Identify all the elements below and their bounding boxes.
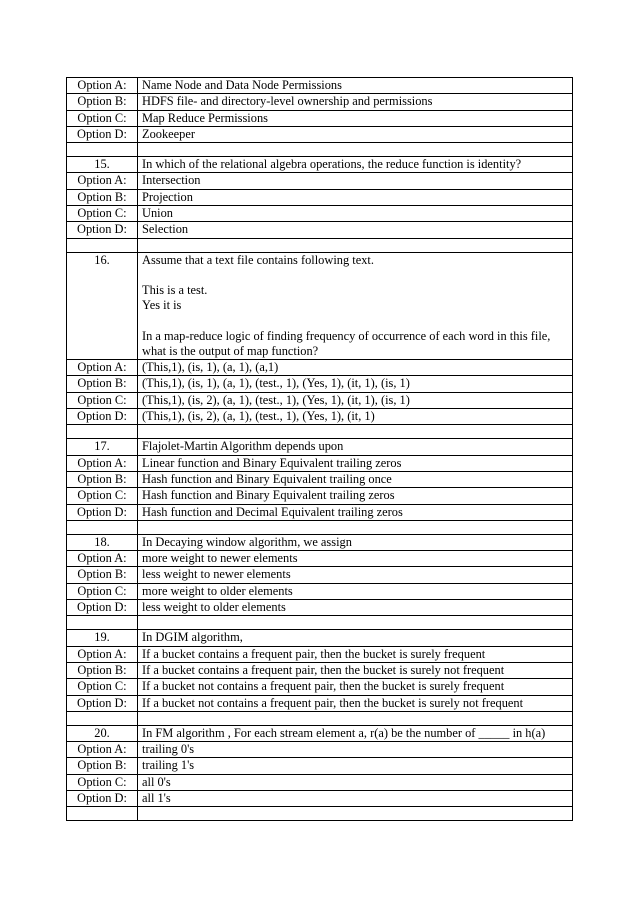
row-label: 18. bbox=[67, 534, 138, 550]
option-row bbox=[67, 790, 573, 806]
option-row bbox=[67, 488, 573, 504]
option-row bbox=[67, 126, 573, 142]
spacer-row bbox=[67, 238, 573, 252]
row-text: (This,1), (is, 1), (a, 1), (a,1) bbox=[138, 360, 573, 376]
option-row bbox=[67, 758, 573, 774]
row-label: 17. bbox=[67, 439, 138, 455]
option-row bbox=[67, 583, 573, 599]
option-row bbox=[67, 504, 573, 520]
question-line: Assume that a text file contains following text. bbox=[142, 252, 374, 267]
row-text bbox=[138, 425, 573, 439]
question-line bbox=[142, 268, 568, 283]
option-row bbox=[67, 646, 573, 662]
option-row bbox=[67, 409, 573, 425]
row-text: all 0's bbox=[138, 774, 573, 790]
row-label: Option A: bbox=[67, 173, 138, 189]
row-text: Projection bbox=[138, 189, 573, 205]
row-text: In DGIM algorithm, bbox=[138, 630, 573, 646]
row-text: In which of the relational algebra operations, the reduce function is identity? bbox=[138, 157, 573, 173]
row-label: Option A: bbox=[67, 742, 138, 758]
spacer-row bbox=[67, 520, 573, 534]
row-label: Option A: bbox=[67, 646, 138, 662]
row-text: Zookeeper bbox=[138, 126, 573, 142]
row-text: Intersection bbox=[138, 173, 573, 189]
option-row bbox=[67, 679, 573, 695]
question-table bbox=[66, 77, 573, 821]
row-text: more weight to older elements bbox=[138, 583, 573, 599]
row-text bbox=[138, 252, 573, 359]
row-text bbox=[138, 143, 573, 157]
row-label: Option D: bbox=[67, 126, 138, 142]
spacer-row bbox=[67, 616, 573, 630]
row-label: Option B: bbox=[67, 471, 138, 487]
row-label: Option A: bbox=[67, 455, 138, 471]
row-text: If a bucket contains a frequent pair, then the bucket is surely frequent bbox=[138, 646, 573, 662]
row-text bbox=[138, 807, 573, 821]
row-label bbox=[67, 238, 138, 252]
row-label: Option D: bbox=[67, 695, 138, 711]
row-label: Option B: bbox=[67, 189, 138, 205]
row-text: In Decaying window algorithm, we assign bbox=[138, 534, 573, 550]
row-text: (This,1), (is, 1), (a, 1), (test., 1), (Yes, 1), (it, 1), (is, 1) bbox=[138, 376, 573, 392]
row-label bbox=[67, 711, 138, 725]
spacer-row bbox=[67, 711, 573, 725]
row-text: Linear function and Binary Equivalent trailing zeros bbox=[138, 455, 573, 471]
row-label: Option C: bbox=[67, 583, 138, 599]
row-text: Flajolet-Martin Algorithm depends upon bbox=[138, 439, 573, 455]
row-text: Union bbox=[138, 206, 573, 222]
spacer-row bbox=[67, 143, 573, 157]
row-label: Option A: bbox=[67, 360, 138, 376]
option-row bbox=[67, 455, 573, 471]
row-text: Hash function and Decimal Equivalent trailing zeros bbox=[138, 504, 573, 520]
option-row bbox=[67, 376, 573, 392]
question-row bbox=[67, 725, 573, 741]
row-label: Option A: bbox=[67, 551, 138, 567]
question-table-body bbox=[67, 78, 573, 821]
row-label: Option B: bbox=[67, 758, 138, 774]
option-row bbox=[67, 222, 573, 238]
question-line: In a map-reduce logic of finding frequency of occurrence of each word in this file, what is the output of map function? bbox=[142, 328, 551, 358]
row-label: Option B: bbox=[67, 376, 138, 392]
option-row bbox=[67, 94, 573, 110]
row-text: trailing 1's bbox=[138, 758, 573, 774]
row-text: less weight to newer elements bbox=[138, 567, 573, 583]
row-label: Option A: bbox=[67, 78, 138, 94]
option-row bbox=[67, 600, 573, 616]
option-row bbox=[67, 695, 573, 711]
question-row bbox=[67, 534, 573, 550]
row-label: Option B: bbox=[67, 662, 138, 678]
row-text: Hash function and Binary Equivalent trailing once bbox=[138, 471, 573, 487]
row-label bbox=[67, 616, 138, 630]
spacer-row bbox=[67, 425, 573, 439]
row-label: Option C: bbox=[67, 206, 138, 222]
row-label: Option D: bbox=[67, 790, 138, 806]
option-row bbox=[67, 774, 573, 790]
question-row bbox=[67, 630, 573, 646]
row-label: Option D: bbox=[67, 600, 138, 616]
row-text: trailing 0's bbox=[138, 742, 573, 758]
row-text: In FM algorithm , For each stream element a, r(a) be the number of _____ in h(a) bbox=[138, 725, 573, 741]
row-label: Option C: bbox=[67, 110, 138, 126]
row-text bbox=[138, 711, 573, 725]
option-row bbox=[67, 471, 573, 487]
row-label: 15. bbox=[67, 157, 138, 173]
row-text: HDFS file- and directory-level ownership and permissions bbox=[138, 94, 573, 110]
row-text bbox=[138, 520, 573, 534]
row-label: Option D: bbox=[67, 222, 138, 238]
row-text: If a bucket not contains a frequent pair, then the bucket is surely not frequent bbox=[138, 695, 573, 711]
row-text: (This,1), (is, 2), (a, 1), (test., 1), (Yes, 1), (it, 1) bbox=[138, 409, 573, 425]
row-text: Selection bbox=[138, 222, 573, 238]
option-row bbox=[67, 110, 573, 126]
question-row bbox=[67, 439, 573, 455]
question-line: This is a test. bbox=[142, 282, 208, 297]
option-row bbox=[67, 392, 573, 408]
row-text: Hash function and Binary Equivalent trailing zeros bbox=[138, 488, 573, 504]
row-label: Option C: bbox=[67, 679, 138, 695]
row-label: Option D: bbox=[67, 409, 138, 425]
row-label: Option B: bbox=[67, 94, 138, 110]
row-label: 16. bbox=[67, 252, 138, 359]
option-row bbox=[67, 742, 573, 758]
row-label bbox=[67, 520, 138, 534]
question-line bbox=[142, 314, 568, 329]
row-label: Option C: bbox=[67, 392, 138, 408]
row-label: Option B: bbox=[67, 567, 138, 583]
option-row bbox=[67, 173, 573, 189]
option-row bbox=[67, 360, 573, 376]
row-text: more weight to newer elements bbox=[138, 551, 573, 567]
row-label: Option D: bbox=[67, 504, 138, 520]
option-row bbox=[67, 78, 573, 94]
row-text: If a bucket not contains a frequent pair, then the bucket is surely frequent bbox=[138, 679, 573, 695]
row-text: If a bucket contains a frequent pair, then the bucket is surely not frequent bbox=[138, 662, 573, 678]
row-label: 20. bbox=[67, 725, 138, 741]
row-label bbox=[67, 425, 138, 439]
option-row bbox=[67, 189, 573, 205]
option-row bbox=[67, 567, 573, 583]
option-row bbox=[67, 206, 573, 222]
row-label: Option C: bbox=[67, 774, 138, 790]
question-line: Yes it is bbox=[142, 298, 182, 313]
question-row bbox=[67, 252, 573, 359]
option-row bbox=[67, 662, 573, 678]
spacer-row bbox=[67, 807, 573, 821]
row-label: 19. bbox=[67, 630, 138, 646]
row-label: Option C: bbox=[67, 488, 138, 504]
row-text bbox=[138, 616, 573, 630]
row-text: less weight to older elements bbox=[138, 600, 573, 616]
row-text: all 1's bbox=[138, 790, 573, 806]
row-text: Name Node and Data Node Permissions bbox=[138, 78, 573, 94]
row-text: (This,1), (is, 2), (a, 1), (test., 1), (Yes, 1), (it, 1), (is, 1) bbox=[138, 392, 573, 408]
row-label bbox=[67, 807, 138, 821]
question-row bbox=[67, 157, 573, 173]
row-text: Map Reduce Permissions bbox=[138, 110, 573, 126]
row-label bbox=[67, 143, 138, 157]
option-row bbox=[67, 551, 573, 567]
row-text bbox=[138, 238, 573, 252]
